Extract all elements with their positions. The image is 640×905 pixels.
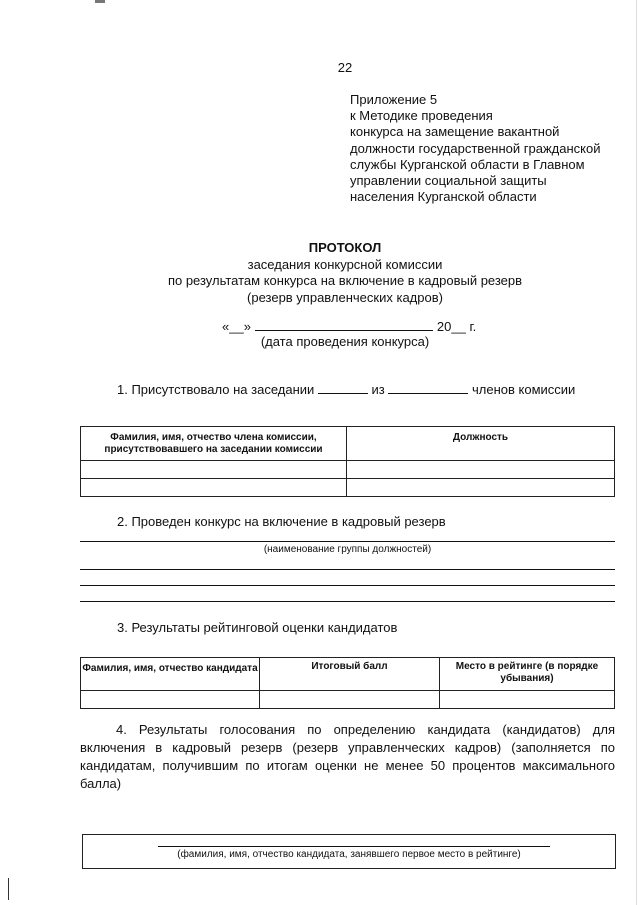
- appendix-line: населения Курганской области: [350, 189, 537, 205]
- section-1: [117, 382, 575, 397]
- header-line-3: (резерв управленческих кадров): [247, 289, 443, 305]
- date-line: [222, 318, 476, 334]
- candidate-line: [158, 846, 550, 847]
- appendix-line: управлении социальной защиты: [350, 173, 547, 189]
- present-count-blank[interactable]: [318, 382, 368, 394]
- header-line-1: заседания конкурсной комиссии: [247, 256, 443, 272]
- table-header: Место в рейтинге (в порядке убывания): [440, 658, 615, 691]
- section-1-text-a: 1. Присутствовало на заседании: [117, 382, 315, 397]
- date-hint: (дата проведения конкурса): [260, 334, 430, 349]
- table-cell[interactable]: [260, 691, 440, 709]
- table-cell[interactable]: [81, 691, 260, 709]
- candidate-hint: (фамилия, имя, отчество кандидата, занявшего первое место в рейтинге): [177, 849, 521, 860]
- date-year: 20__ г.: [436, 319, 477, 334]
- table-header: Фамилия, имя, отчество кандидата: [81, 658, 260, 691]
- section-1-text-b: из: [371, 382, 385, 397]
- table-header: Итоговый балл: [260, 658, 440, 691]
- date-month-blank[interactable]: [255, 318, 433, 331]
- scan-mark: [95, 0, 105, 3]
- fill-line[interactable]: [80, 541, 615, 542]
- appendix-line: конкурса на замещение вакантной: [350, 124, 560, 140]
- section-3: 3. Результаты рейтинговой оценки кандидатов: [117, 620, 398, 635]
- date-day: «__»: [222, 319, 251, 334]
- appendix-line: службы Курганской области в Главном: [350, 156, 585, 172]
- appendix-note: [350, 92, 600, 205]
- total-count-blank[interactable]: [388, 382, 468, 394]
- table-cell[interactable]: [347, 479, 615, 497]
- group-hint: (наименование группы должностей): [263, 544, 432, 555]
- candidate-box[interactable]: [82, 834, 616, 869]
- appendix-line: должности государственной гражданской: [350, 140, 601, 156]
- table-header: Должность: [347, 427, 615, 461]
- table-header: Фамилия, имя, отчество члена комиссии, присутствовавшего на заседании комиссии: [81, 427, 347, 461]
- section-1-text-c: членов комиссии: [472, 382, 576, 397]
- table-cell[interactable]: [81, 461, 347, 479]
- table-cell[interactable]: [440, 691, 615, 709]
- section-2: 2. Проведен конкурс на включение в кадровый резерв: [117, 514, 446, 529]
- section-4: [80, 721, 615, 793]
- header-line-2: по результатам конкурса на включение в кадровый резерв: [167, 273, 523, 288]
- appendix-line: к Методике проведения: [350, 108, 493, 124]
- members-table: [80, 426, 615, 497]
- page-number: 22: [337, 60, 353, 75]
- appendix-line: Приложение 5: [350, 92, 438, 107]
- fill-line[interactable]: [80, 569, 615, 570]
- document-header: [0, 240, 640, 306]
- table-cell[interactable]: [347, 461, 615, 479]
- page-edge: [636, 0, 637, 905]
- scan-edge-mark: [8, 878, 9, 900]
- document-title: ПРОТОКОЛ: [308, 240, 382, 255]
- fill-line[interactable]: [80, 601, 615, 602]
- section-4-text: 4. Результаты голосования по определению кандидата (кандидатов) для включения в кадровый резерв (резерв управленческих кадров) (заполняется по кандидатам, получившим по итогам оценки не менее 50 процентов максимального балла): [80, 722, 615, 791]
- table-cell[interactable]: [81, 479, 347, 497]
- rating-table: [80, 657, 615, 709]
- fill-line[interactable]: [80, 585, 615, 586]
